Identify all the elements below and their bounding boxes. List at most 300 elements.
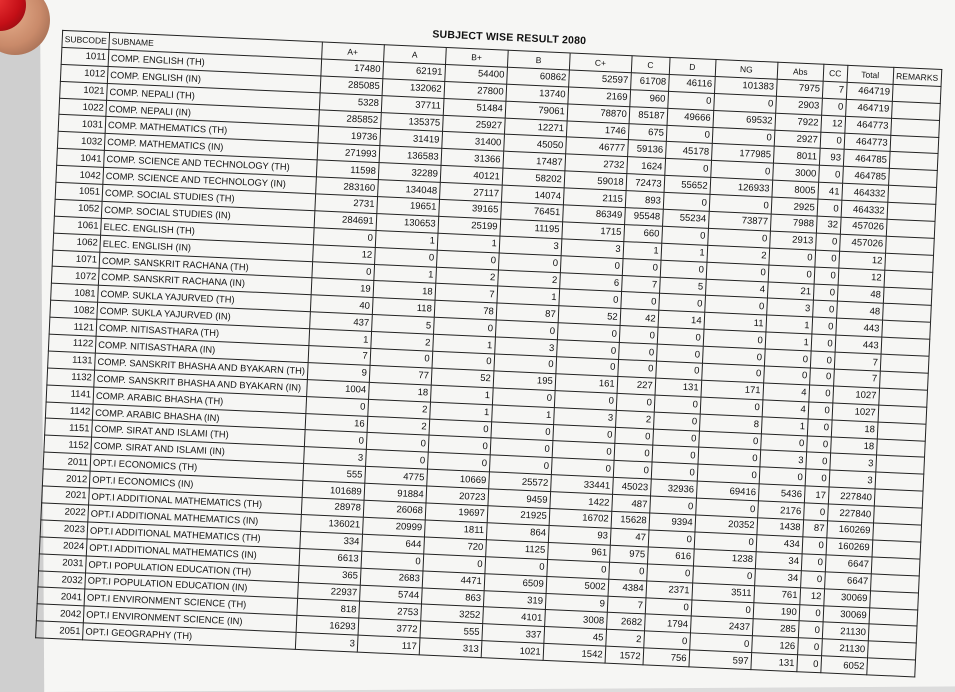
value-cell: 3 [553,407,616,427]
value-cell: 2731 [315,194,378,214]
value-cell: 78870 [567,104,630,124]
value-cell: 0 [374,247,437,267]
value-cell: 1027 [832,403,879,422]
value-cell: 434 [756,535,803,554]
value-cell: 285852 [318,109,381,129]
subject-code-cell: 1032 [57,132,105,151]
value-cell: 3 [830,453,877,472]
subject-name-cell: OPT.I ADDITIONAL MATHEMATICS (IN) [88,505,301,531]
value-cell: 42 [620,309,659,328]
value-cell: 2 [367,416,430,436]
value-cell: 1 [623,241,662,260]
value-cell: 72473 [626,174,665,193]
value-cell: 6647 [825,555,872,574]
value-cell: 0 [428,436,491,456]
value-cell: 0 [659,294,706,313]
value-cell: 0 [556,340,619,360]
value-cell: 0 [818,166,843,184]
value-cell: 0 [557,323,620,343]
subject-name-cell: COMP. NITISASTHARA (IN) [95,336,308,362]
value-cell: 893 [625,191,664,210]
column-header: C+ [569,53,632,73]
value-cell: 457026 [839,234,886,253]
value-cell: 2683 [360,568,423,588]
value-cell: 101383 [714,76,777,96]
value-cell: 960 [630,89,669,108]
value-cell: 0 [365,450,428,470]
value-cell: 101689 [302,481,365,501]
value-cell: 0 [810,351,835,369]
value-cell: 14074 [501,185,564,205]
value-cell: 1715 [562,222,625,242]
value-cell: 0 [618,359,657,378]
remarks-cell [870,590,919,609]
value-cell: 4 [763,383,810,402]
subject-code-cell: 1121 [49,317,97,336]
value-cell: 464773 [844,133,891,152]
subject-code-cell: 2051 [36,621,84,640]
value-cell: 87 [803,520,828,538]
value-cell: 27800 [444,81,507,101]
subject-code-cell: 2032 [38,570,86,589]
value-cell: 0 [306,396,369,416]
value-cell: 7 [435,284,498,304]
remarks-cell [892,84,941,103]
value-cell: 0 [798,621,823,639]
subject-name-cell: COMP. SCIENCE AND TECHNOLOGY (TH) [104,151,317,177]
value-cell: 0 [423,554,486,574]
value-cell: 12 [838,268,885,287]
value-cell: 8 [699,414,762,434]
value-cell: 12 [821,115,846,133]
value-cell: 437 [309,312,372,332]
value-cell: 555 [420,621,483,641]
value-cell: 7922 [775,113,822,132]
value-cell: 1 [437,233,500,253]
value-cell: 0 [552,441,615,461]
value-cell: 31419 [380,129,443,149]
value-cell: 19736 [318,126,381,146]
value-cell: 171 [701,380,764,400]
value-cell: 464719 [846,82,893,101]
value-cell: 21 [767,282,814,301]
value-cell: 5744 [359,585,422,605]
column-header: D [669,57,716,76]
document-title: SUBJECT WISE RESULT 2080 [432,28,587,48]
value-cell: 10669 [426,469,489,489]
value-cell: 4 [705,279,768,299]
value-cell: 16702 [549,509,612,529]
value-cell: 32 [816,216,841,234]
column-header: NG [715,59,778,79]
column-header: Total [847,65,894,84]
value-cell: 22937 [297,582,360,602]
value-cell: 864 [486,523,549,543]
value-cell: 365 [298,565,361,585]
remarks-cell [886,219,935,238]
value-cell: 93 [819,149,844,167]
subject-code-cell: 1132 [47,368,95,387]
subject-code-cell: 1061 [54,216,102,235]
value-cell: 21925 [487,506,550,526]
value-cell: 0 [653,429,700,448]
value-cell: 0 [808,402,833,420]
value-cell: 2 [368,399,431,419]
subject-code-cell: 1041 [57,149,105,168]
remarks-cell [868,624,917,643]
value-cell: 1438 [757,518,804,537]
value-cell: 1 [761,417,808,436]
value-cell: 2 [606,629,645,648]
value-cell: 0 [704,296,767,316]
value-cell: 2176 [757,501,804,520]
subject-name-cell: COMP. ARABIC BHASHA (IN) [92,404,305,430]
subject-name-cell: COMP. SANSKRIT BHASHA AND BYAKARN (TH) [95,353,308,379]
value-cell: 0 [821,98,846,116]
value-cell: 9 [545,593,608,613]
value-cell: 0 [800,570,825,588]
value-cell: 0 [814,267,839,285]
value-cell: 0 [436,250,499,270]
value-cell: 4775 [365,467,428,487]
value-cell: 2753 [359,602,422,622]
value-cell: 0 [700,397,763,417]
value-cell: 2732 [565,154,628,174]
remarks-cell [878,405,927,424]
value-cell: 3511 [692,583,755,603]
value-cell: 3772 [358,618,421,638]
value-cell: 46777 [565,137,628,157]
value-cell: 52 [558,306,621,326]
value-cell: 39165 [438,199,501,219]
value-cell: 0 [653,412,700,431]
remarks-cell [882,321,931,340]
value-cell: 130653 [376,213,439,233]
value-cell: 3 [295,633,358,653]
value-cell: 0 [654,395,701,414]
value-cell: 40 [310,295,373,315]
value-cell: 6509 [484,573,547,593]
remarks-cell [890,135,939,154]
value-cell: 285 [752,619,799,638]
remarks-cell [885,253,934,272]
remarks-cell [877,422,926,441]
subject-code-cell: 1142 [45,402,93,421]
value-cell: 0 [663,192,710,211]
value-cell: 1 [661,243,708,262]
remarks-cell [882,304,931,323]
value-cell: 720 [423,537,486,557]
subject-code-cell: 1082 [50,300,98,319]
remarks-cell [876,455,925,474]
value-cell: 337 [482,624,545,644]
value-cell: 0 [707,228,770,248]
subject-code-cell: 2012 [42,469,90,488]
value-cell: 2 [707,245,770,265]
value-cell: 12 [839,251,886,270]
value-cell: 59136 [627,140,666,159]
value-cell: 8011 [773,147,820,166]
subject-code-cell: 2024 [39,537,87,556]
value-cell: 271993 [317,143,380,163]
value-cell: 0 [645,597,692,616]
value-cell: 0 [492,388,555,408]
value-cell: 0 [560,255,623,275]
remarks-cell [872,540,921,559]
subject-code-cell: 1152 [44,435,92,454]
column-header: B+ [445,47,508,67]
value-cell: 17480 [321,59,384,79]
value-cell: 1 [429,402,492,422]
value-cell: 0 [618,343,657,362]
value-cell: 7 [822,81,847,99]
value-cell: 5002 [546,576,609,596]
value-cell: 0 [817,199,842,217]
value-cell: 0 [485,556,548,576]
value-cell: 45 [544,627,607,647]
value-cell: 0 [802,537,827,555]
remarks-cell [867,658,916,677]
subject-code-cell: 1012 [60,64,108,83]
subject-code-cell: 1031 [58,115,106,134]
value-cell: 161 [555,374,618,394]
value-cell: 0 [614,444,653,463]
value-cell: 1238 [693,549,756,569]
value-cell: 7988 [770,214,817,233]
subject-name-cell: COMP. SUKLA YAJURVED (IN) [97,302,310,328]
value-cell: 18 [831,420,878,439]
value-cell: 4384 [608,579,647,598]
subject-code-cell: 1141 [46,385,94,404]
column-header: A+ [321,42,384,62]
value-cell: 30069 [823,605,870,624]
value-cell: 1794 [644,614,691,633]
value-cell: 2682 [606,613,645,632]
value-cell: 975 [609,545,648,564]
subject-code-cell: 1022 [59,98,107,117]
value-cell: 3 [494,337,557,357]
value-cell: 0 [662,226,709,245]
subject-name-cell: OPT.I ENVIRONMENT SCIENCE (IN) [83,606,296,632]
value-cell: 1125 [485,540,548,560]
value-cell: 961 [547,542,610,562]
column-header: REMARKS [893,67,942,86]
value-cell: 34 [755,552,802,571]
value-cell: 11598 [316,160,379,180]
value-cell: 756 [643,648,690,667]
value-cell: 6647 [824,572,871,591]
subject-name-cell: COMP. SANSKRIT RACHANA (TH) [99,252,312,278]
value-cell: 3 [829,470,876,489]
value-cell: 11195 [500,219,563,239]
value-cell: 464785 [842,167,889,186]
subject-name-cell: COMP. NITISASTHARA (TH) [96,319,309,345]
value-cell: 0 [559,289,622,309]
value-cell: 2169 [568,87,631,107]
value-cell: 1 [497,286,560,306]
value-cell: 11 [704,313,767,333]
remarks-cell [876,439,925,458]
value-cell: 4101 [482,607,545,627]
value-cell: 0 [490,438,553,458]
value-cell: 85187 [629,106,668,125]
value-cell: 319 [483,590,546,610]
value-cell: 16293 [296,616,359,636]
value-cell: 20352 [695,515,758,535]
subject-name-cell: ELEC. ENGLISH (TH) [101,218,314,244]
remarks-cell [884,270,933,289]
value-cell: 31366 [441,149,504,169]
value-cell: 0 [656,344,703,363]
subject-code-cell: 1052 [54,199,102,218]
value-cell: 8005 [772,180,819,199]
value-cell: 45023 [612,478,651,497]
value-cell: 190 [753,602,800,621]
value-cell: 7 [834,352,881,371]
value-cell: 555 [303,464,366,484]
value-cell: 132062 [382,78,445,98]
value-cell: 5328 [319,93,382,113]
value-cell: 25572 [488,472,551,492]
value-cell: 2927 [774,130,821,149]
value-cell: 2 [371,332,434,352]
value-cell: 12271 [504,118,567,138]
value-cell: 1 [765,332,812,351]
value-cell: 285085 [320,76,383,96]
value-cell: 0 [491,421,554,441]
paper-sheet [40,0,955,692]
value-cell: 9 [307,363,370,383]
value-cell: 0 [556,357,619,377]
value-cell: 0 [643,631,690,650]
value-cell: 0 [813,284,838,302]
value-cell: 0 [759,467,806,486]
value-cell: 2903 [775,96,822,115]
value-cell: 21130 [821,639,868,658]
value-cell: 0 [806,436,831,454]
column-header: CC [823,64,848,82]
value-cell: 2 [615,410,654,429]
subject-name-cell: COMP. SCIENCE AND TECHNOLOGY (IN) [103,167,316,193]
remarks-cell [873,506,922,525]
value-cell: 19 [311,278,374,298]
value-cell: 5 [371,315,434,335]
value-cell: 37711 [381,95,444,115]
value-cell: 2437 [690,616,753,636]
value-cell: 26068 [363,500,426,520]
value-cell: 0 [712,127,775,147]
subject-name-cell: OPT.I ECONOMICS (IN) [89,471,302,497]
value-cell: 0 [694,532,757,552]
remarks-cell [888,186,937,205]
value-cell: 48 [836,302,883,321]
value-cell: 1 [309,329,372,349]
value-cell: 17487 [503,151,566,171]
result-table [35,30,942,678]
value-cell: 131 [655,378,702,397]
value-cell: 17 [804,486,829,504]
value-cell: 0 [703,329,766,349]
value-cell: 93 [548,525,611,545]
value-cell: 0 [547,559,610,579]
value-cell: 2371 [646,581,693,600]
value-cell: 16 [305,413,368,433]
value-cell: 443 [836,318,883,337]
value-cell: 5436 [758,484,805,503]
value-cell: 0 [764,349,811,368]
value-cell: 284691 [314,211,377,231]
value-cell: 7975 [776,79,823,98]
value-cell: 283160 [315,177,378,197]
value-cell: 1 [766,315,813,334]
value-cell: 136021 [300,514,363,534]
value-cell: 0 [609,562,648,581]
value-cell: 0 [691,599,754,619]
value-cell: 0 [651,462,698,481]
value-cell: 86349 [562,205,625,225]
remarks-cell [891,101,940,120]
result-sheet [35,30,942,678]
value-cell: 18 [830,437,877,456]
value-cell: 1811 [424,520,487,540]
value-cell: 464719 [845,99,892,118]
subject-code-cell: 2021 [42,486,90,505]
value-cell: 79061 [505,101,568,121]
subject-name-cell: COMP. SUKLA YAJURVED (TH) [98,286,311,312]
value-cell: 195 [493,371,556,391]
column-header: C [631,56,670,75]
value-cell: 0 [763,366,810,385]
remarks-cell [889,152,938,171]
subject-code-cell: 2031 [39,553,87,572]
subject-name-cell: COMP. SANSKRIT RACHANA (IN) [98,269,311,295]
value-cell: 6052 [821,656,868,675]
value-cell: 25199 [438,216,501,236]
value-cell: 87 [496,303,559,323]
subject-code-cell: 1151 [45,418,93,437]
value-cell: 45178 [665,142,712,161]
value-cell: 0 [613,461,652,480]
value-cell: 3008 [544,610,607,630]
value-cell: 1 [432,334,495,354]
subject-name-cell: COMP. ARABIC BHASHA (TH) [93,387,306,413]
value-cell: 3252 [420,604,483,624]
subject-code-cell: 1072 [51,267,99,286]
value-cell: 0 [433,317,496,337]
value-cell: 0 [702,346,765,366]
subject-name-cell: COMP. NEPALI (IN) [106,100,319,126]
remarks-cell [869,607,918,626]
value-cell: 0 [713,93,776,113]
remarks-cell [871,557,920,576]
subject-name-cell: OPT.I POPULATION EDUCATION (IN) [85,572,298,598]
value-cell: 54400 [445,64,508,84]
value-cell: 3000 [772,163,819,182]
value-cell: 616 [647,547,694,566]
value-cell: 818 [297,599,360,619]
value-cell: 95548 [624,208,663,227]
value-cell: 1 [374,264,437,284]
value-cell: 464332 [841,200,888,219]
value-cell: 227840 [827,504,874,523]
value-cell: 6613 [299,548,362,568]
value-cell: 3 [766,298,813,317]
remarks-cell [891,118,940,137]
value-cell: 160269 [827,521,874,540]
value-cell: 0 [812,317,837,335]
subject-name-cell: OPT.I ENVIRONMENT SCIENCE (TH) [84,589,297,615]
value-cell: 0 [619,326,658,345]
